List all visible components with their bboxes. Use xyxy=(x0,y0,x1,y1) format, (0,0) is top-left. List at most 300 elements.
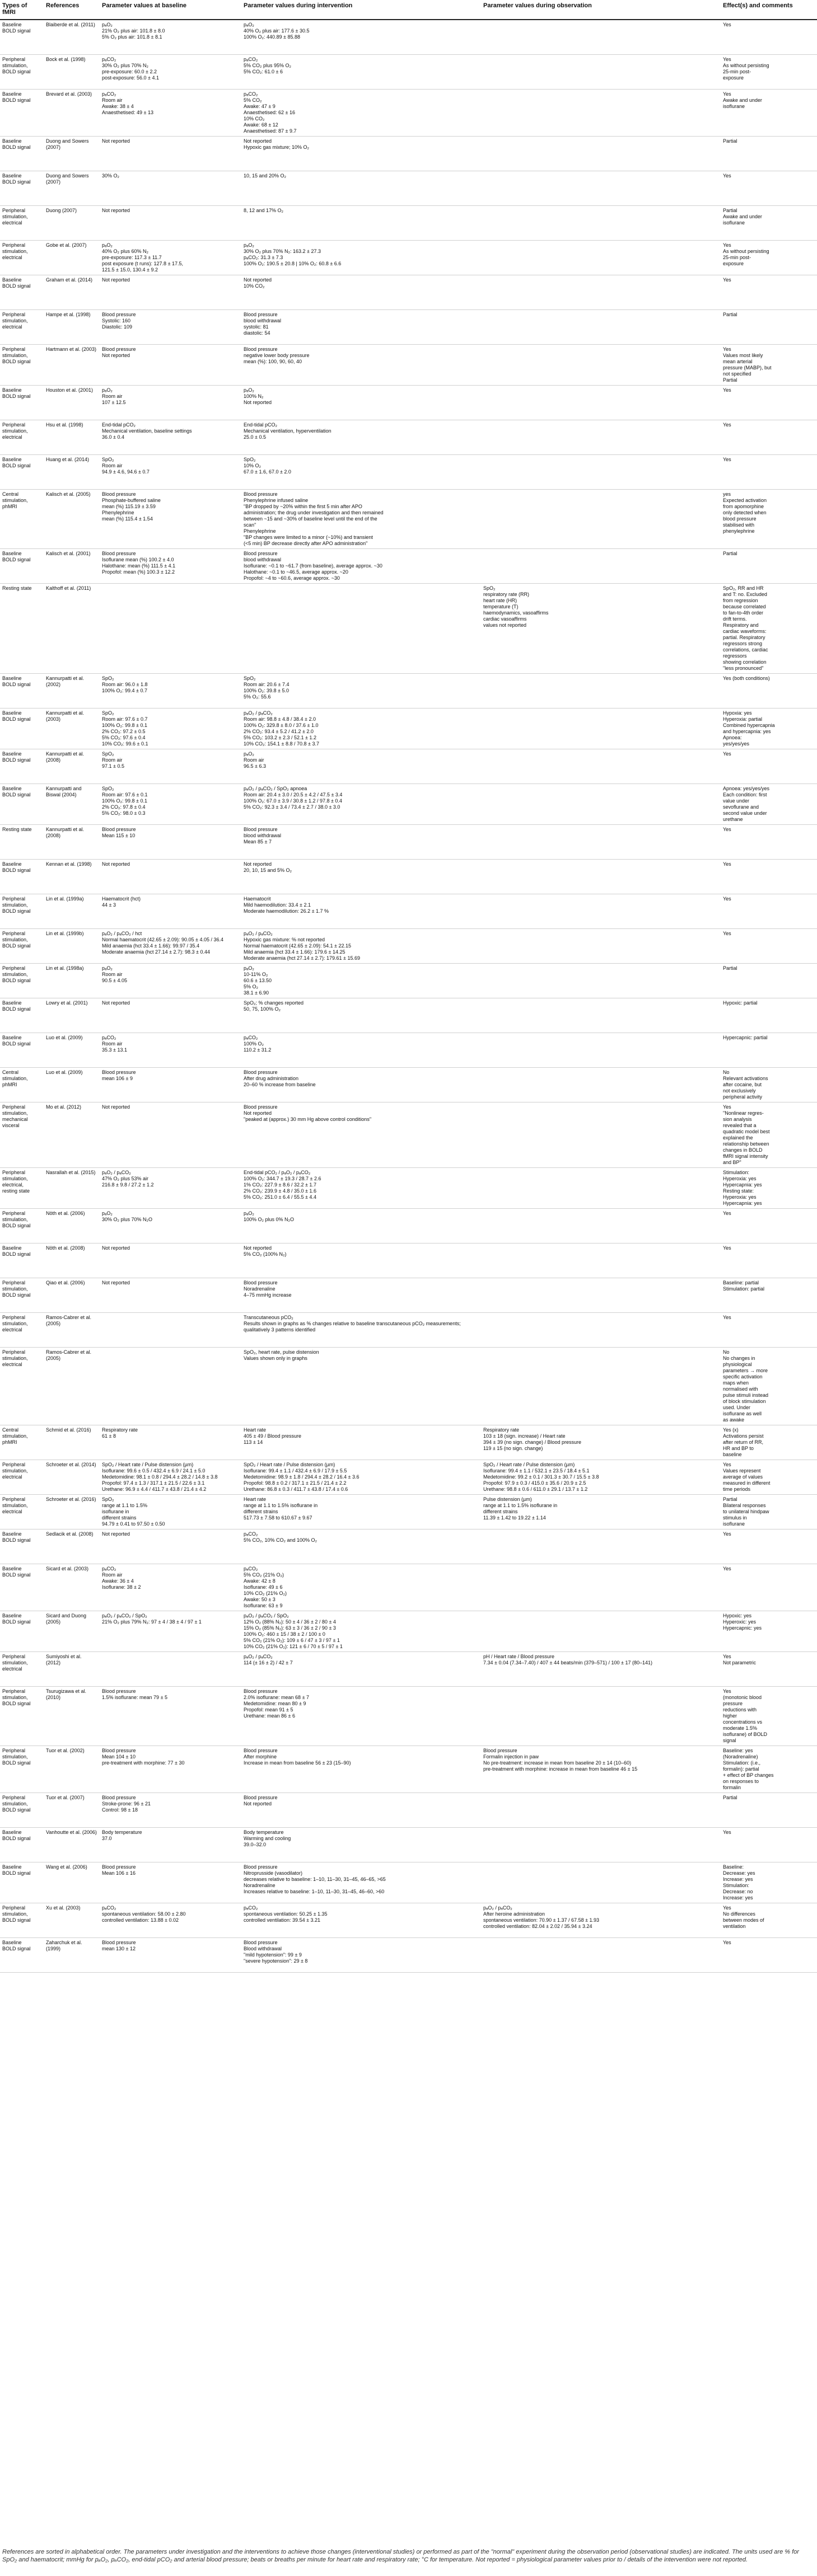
cell-type: Peripheral stimulation, electrical xyxy=(0,1651,44,1686)
cell-intervention: pₐO₂ 40% O₂ plus air: 177.6 ± 30.5 100% O₂: 440.89 ± 85.88 xyxy=(241,20,481,54)
cell-reference: Schmid et al. (2016) xyxy=(44,1425,100,1460)
cell-reference: Ramos-Cabrer et al. (2005) xyxy=(44,1312,100,1347)
cell-reference: Wang et al. (2006) xyxy=(44,1862,100,1903)
cell-baseline: Blood pressure Mean 115 ± 10 xyxy=(100,824,241,859)
cell-intervention: Blood pressure negative lower body pressure mean (%): 100, 90, 60, 40 xyxy=(241,344,481,385)
cell-observation xyxy=(481,454,721,489)
cell-intervention: Not reported Hypoxic gas mixture; 10% O₂ xyxy=(241,136,481,171)
cell-intervention: pₐO₂ 30% O₂ plus 70% N₂: 163.2 ± 27.3 pₐCO₂: 31.3 ± 7.3 100% O₂: 190.5 ± 20.8 | 10% O₂: 60.8 ± 6.6 xyxy=(241,240,481,275)
cell-effect: Partial xyxy=(721,548,817,583)
cell-reference: Brevard et al. (2003) xyxy=(44,89,100,136)
cell-effect: Hypoxic: yes Hyperoxic: yes Hypercapnic: yes xyxy=(721,1611,817,1651)
table-row xyxy=(0,171,817,205)
cell-baseline: pₐO₂ / pₐCO₂ 47% O₂ plus 53% air 216.8 ± 9.8 / 27.2 ± 1.2 xyxy=(100,1167,241,1208)
cell-type: Baseline BOLD signal xyxy=(0,454,44,489)
cell-observation xyxy=(481,54,721,89)
cell-baseline: Not reported xyxy=(100,998,241,1033)
cell-type: Peripheral stimulation, BOLD signal xyxy=(0,1208,44,1243)
cell-type: Peripheral stimulation, electrical xyxy=(0,1347,44,1425)
cell-observation xyxy=(481,275,721,309)
cell-reference: Kannurpatti et al. (2008) xyxy=(44,749,100,783)
cell-baseline: Body temperature 37.0 xyxy=(100,1827,241,1862)
cell-baseline: pₐCO₂ spontaneous ventilation: 58.00 ± 2.80 controlled ventilation: 13.88 ± 0.02 xyxy=(100,1903,241,1937)
table-row xyxy=(0,824,817,859)
cell-effect: Yes xyxy=(721,928,817,963)
cell-reference: Mo et al. (2012) xyxy=(44,1102,100,1167)
cell-reference: Kannurpatti et al. (2008) xyxy=(44,824,100,859)
cell-type: Baseline BOLD signal xyxy=(0,749,44,783)
cell-type: Baseline BOLD signal xyxy=(0,1827,44,1862)
cell-observation xyxy=(481,708,721,749)
cell-reference: Kennan et al. (1998) xyxy=(44,859,100,894)
cell-intervention: Blood pressure blood withdrawal systolic: 81 diastolic: 54 xyxy=(241,309,481,344)
cell-type: Resting state xyxy=(0,583,44,673)
cell-effect: Yes xyxy=(721,1208,817,1243)
cell-observation xyxy=(481,240,721,275)
cell-baseline: Not reported xyxy=(100,1278,241,1312)
cell-baseline: pₐO₂ 30% O₂ plus 70% N₂O xyxy=(100,1208,241,1243)
table-row xyxy=(0,1278,817,1312)
table-row xyxy=(0,309,817,344)
cell-reference: Sedlacik et al. (2008) xyxy=(44,1529,100,1564)
cell-effect: Yes xyxy=(721,1564,817,1611)
cell-reference: Lin et al. (1999b) xyxy=(44,928,100,963)
cell-reference: Ramos-Cabrer et al. (2005) xyxy=(44,1347,100,1425)
cell-observation: pₐO₂ / pₐCO₂ After heroine administration spontaneous ventilation: 70.90 ± 1.37 / 67.58 ± 1.93 controlled ventilation: 82.04 ± 2.02 / 35.94 ± 3.24 xyxy=(481,1903,721,1937)
cell-type: Peripheral stimulation, electrical xyxy=(0,420,44,454)
cell-baseline: Blood pressure mean 106 ± 9 xyxy=(100,1067,241,1102)
cell-effect: Hypoxic: partial xyxy=(721,998,817,1033)
cell-type: Baseline BOLD signal xyxy=(0,708,44,749)
cell-type: Resting state xyxy=(0,824,44,859)
cell-intervention: pₐO₂ 100% O₂ plus 0% N₂O xyxy=(241,1208,481,1243)
cell-intervention: 8, 12 and 17% O₂ xyxy=(241,205,481,240)
cell-type: Baseline BOLD signal xyxy=(0,171,44,205)
cell-baseline: Blood pressure Not reported xyxy=(100,344,241,385)
cell-type: Baseline BOLD signal xyxy=(0,1564,44,1611)
cell-effect: Yes (both conditions) xyxy=(721,673,817,708)
header-baseline: Parameter values at baseline xyxy=(100,0,241,20)
cell-observation xyxy=(481,89,721,136)
table-row xyxy=(0,1529,817,1564)
cell-reference: Graham et al. (2014) xyxy=(44,275,100,309)
table-row xyxy=(0,1793,817,1827)
table-row xyxy=(0,1460,817,1494)
cell-reference: Sicard and Duong (2005) xyxy=(44,1611,100,1651)
cell-intervention: End-tidal pCO₂ Mechanical ventilation, hyperventilation 25.0 ± 0.5 xyxy=(241,420,481,454)
cell-reference: Nasrallah et al. (2015) xyxy=(44,1167,100,1208)
cell-type: Baseline BOLD signal xyxy=(0,20,44,54)
cell-baseline: SpO₂ Room air 97.1 ± 0.5 xyxy=(100,749,241,783)
cell-observation xyxy=(481,1067,721,1102)
cell-type: Peripheral stimulation, electrical xyxy=(0,205,44,240)
cell-observation xyxy=(481,1033,721,1067)
cell-observation xyxy=(481,489,721,548)
cell-observation xyxy=(481,1167,721,1208)
cell-intervention: SpO₂; % changes reported 50, 75, 100% O₂ xyxy=(241,998,481,1033)
cell-baseline: Not reported xyxy=(100,1529,241,1564)
table-row xyxy=(0,420,817,454)
cell-observation xyxy=(481,963,721,998)
header-type: Types of fMRI xyxy=(0,0,44,20)
cell-observation: pH / Heart rate / Blood pressure 7.34 ± 0.04 (7.34–7.40) / 407 ± 44 beats/min (379–571) / 100 ± 17 (80–141) xyxy=(481,1651,721,1686)
cell-baseline: Blood pressure Isoflurane mean (%) 100.2 ± 4.0 Halothane: mean (%) 111.5 ± 4.1 Propofol: mean (%) 100.3 ± 12.2 xyxy=(100,548,241,583)
cell-type: Peripheral stimulation, electrical, resting state xyxy=(0,1167,44,1208)
table-row xyxy=(0,385,817,420)
cell-observation xyxy=(481,894,721,928)
cell-type: Baseline BOLD signal xyxy=(0,385,44,420)
header-observation: Parameter values during observation xyxy=(481,0,721,20)
cell-effect: No No changes in physiological parameters → more specific activation maps when normalised with pulse stimuli instead of block stimulation used. Under isoflurane as well as awake xyxy=(721,1347,817,1425)
header-effects: Effect(s) and comments xyxy=(721,0,817,20)
cell-intervention: Not reported 20, 10, 15 and 5% O₂ xyxy=(241,859,481,894)
table-row xyxy=(0,1651,817,1686)
cell-intervention: pₐO₂ / pₐCO₂ / SpO₂ 12% O₂ (88% N₂): 50 ± 4 / 36 ± 2 / 80 ± 4 15% O₂ (85% N₂): 63 ± 3 / 36 ± 2 / 90 ± 3 100% O₂: 460 ± 15 / 38 ± 2 / 100 ± 0 5% CO₂ (21% O₂): 109 ± 6 / 47 ± 3 / 97 ± 1 10% CO₂ (21% O₂): 121 ± 6 / 70 ± 5 / 97 ± 1 xyxy=(241,1611,481,1651)
table-row xyxy=(0,1862,817,1903)
table-row xyxy=(0,548,817,583)
cell-reference: Gobe et al. (2007) xyxy=(44,240,100,275)
cell-reference: Lin et al. (1999a) xyxy=(44,894,100,928)
cell-effect: Partial xyxy=(721,136,817,171)
cell-observation xyxy=(481,136,721,171)
cell-reference: Lin et al. (1998a) xyxy=(44,963,100,998)
table-row xyxy=(0,1425,817,1460)
table-row xyxy=(0,344,817,385)
cell-observation xyxy=(481,824,721,859)
cell-effect: Yes Values most likely mean arterial pressure (MABP), but not specified Partial xyxy=(721,344,817,385)
cell-effect: Yes As without persisting 25-min post- exposure xyxy=(721,240,817,275)
cell-baseline: pₐCO₂ 30% O₂ plus 70% N₂ pre-exposure: 60.0 ± 2.2 post-exposure: 56.0 ± 4.1 xyxy=(100,54,241,89)
cell-intervention: Blood pressure Nitroprusside (vasodilator) decreases relative to baseline: 1–10, 11–30, 31–45, 46–65, >65 Noradrenaline Increases relative to baseline: 1–10, 11–30, 31–45, 46–60, >60 xyxy=(241,1862,481,1903)
cell-reference: Lowry et al. (2001) xyxy=(44,998,100,1033)
header-intervention: Parameter values during intervention xyxy=(241,0,481,20)
cell-type: Peripheral stimulation, BOLD signal xyxy=(0,928,44,963)
cell-intervention: Heart rate 405 ± 49 / Blood pressure 113 ± 14 xyxy=(241,1425,481,1460)
cell-observation xyxy=(481,1686,721,1746)
cell-reference: Nöth et al. (2008) xyxy=(44,1243,100,1278)
table-row xyxy=(0,240,817,275)
table-body xyxy=(0,20,817,1972)
table-row xyxy=(0,673,817,708)
cell-baseline: Not reported xyxy=(100,275,241,309)
cell-reference: Vanhoutte et al. (2006) xyxy=(44,1827,100,1862)
table-row xyxy=(0,1746,817,1793)
cell-intervention: Haematocrit Mild haemodilution: 33.4 ± 2.1 Moderate haemodilution: 26.2 ± 1.7 % xyxy=(241,894,481,928)
cell-intervention: pₐCO₂ 5% CO₂ plus 95% O₂ 5% CO₂: 61.0 ± 6 xyxy=(241,54,481,89)
cell-reference: Houston et al. (2001) xyxy=(44,385,100,420)
cell-baseline: pₐO₂ 40% O₂ plus 60% N₂ pre-exposure: 117.3 ± 11.7 post exposure (t runs): 127.8 ± 17.5, 121.5 ± 15.0, 130.4 ± 9.2 xyxy=(100,240,241,275)
cell-baseline: pₐO₂ Room air 107 ± 12.5 xyxy=(100,385,241,420)
cell-effect: Yes xyxy=(721,824,817,859)
cell-reference: Sumiyoshi et al. (2012) xyxy=(44,1651,100,1686)
cell-effect: Yes xyxy=(721,1827,817,1862)
cell-type: Central stimulation, phMRI xyxy=(0,1425,44,1460)
cell-type: Peripheral stimulation, BOLD signal xyxy=(0,54,44,89)
cell-type: Peripheral stimulation, electrical xyxy=(0,240,44,275)
cell-reference: Xu et al. (2003) xyxy=(44,1903,100,1937)
cell-effect: Partial xyxy=(721,963,817,998)
cell-baseline: Blood pressure Phosphate-buffered saline mean (%) 115.19 ± 3.59 Phenylephrine mean (%) 115.4 ± 1.54 xyxy=(100,489,241,548)
table-row xyxy=(0,89,817,136)
cell-observation xyxy=(481,859,721,894)
cell-observation xyxy=(481,1862,721,1903)
cell-intervention: 10, 15 and 20% O₂ xyxy=(241,171,481,205)
cell-observation: Pulse distension (µm) range at 1.1 to 1.5% isoflurane in different strains 11.39 ± 1.42 to 19.22 ± 1.14 xyxy=(481,1494,721,1529)
table-row xyxy=(0,1033,817,1067)
header-row xyxy=(0,0,817,20)
cell-baseline: Not reported xyxy=(100,1243,241,1278)
cell-type: Peripheral stimulation, mechanical visceral xyxy=(0,1102,44,1167)
cell-effect: Partial Bilateral responses to unilateral hindpaw stimulus in isoflurane xyxy=(721,1494,817,1529)
cell-type: Baseline BOLD signal xyxy=(0,1862,44,1903)
cell-baseline: 30% O₂ xyxy=(100,171,241,205)
cell-effect: Baseline: yes (Noradrenaline) Stimulation: (i.e., formalin): partial + effect of BP changes on responses to formalin xyxy=(721,1746,817,1793)
cell-intervention: pₐO₂ 10-11% O₂ 60.6 ± 13.50 5% O₂ 38.1 ± 6.90 xyxy=(241,963,481,998)
cell-baseline: pₐCO₂ Room air 35.3 ± 13.1 xyxy=(100,1033,241,1067)
cell-baseline: Respiratory rate 61 ± 8 xyxy=(100,1425,241,1460)
cell-intervention: pₐCO₂ spontaneous ventilation: 50.25 ± 1.35 controlled ventilation: 39.54 ± 3.21 xyxy=(241,1903,481,1937)
cell-type: Peripheral stimulation, electrical xyxy=(0,1494,44,1529)
cell-observation xyxy=(481,1793,721,1827)
table-row xyxy=(0,1564,817,1611)
cell-baseline: pₐCO₂ Room air Awake: 38 ± 4 Anaesthetised: 49 ± 13 xyxy=(100,89,241,136)
table-row xyxy=(0,1494,817,1529)
cell-observation: Blood pressure Formalin injection in paw No pre-treatment: increase in mean from baseline 20 ± 14 (10–60) pre-treatment with morphine: increase in mean from baseline 46 ± 15 xyxy=(481,1746,721,1793)
cell-reference: Huang et al. (2014) xyxy=(44,454,100,489)
cell-effect: Yes xyxy=(721,894,817,928)
cell-type: Peripheral stimulation, BOLD signal xyxy=(0,894,44,928)
cell-intervention: pₐO₂ / pₐCO₂ 114 (± 16 ± 2) / 42 ± 7 xyxy=(241,1651,481,1686)
table-row xyxy=(0,928,817,963)
cell-intervention: Blood pressure After drug administration 20–60 % increase from baseline xyxy=(241,1067,481,1102)
cell-intervention: Blood pressure Not reported "peaked at (approx.) 30 mm Hg above control conditions" xyxy=(241,1102,481,1167)
cell-effect: Partial xyxy=(721,1793,817,1827)
cell-type: Baseline BOLD signal xyxy=(0,136,44,171)
cell-type: Baseline BOLD signal xyxy=(0,1937,44,1972)
cell-baseline xyxy=(100,1312,241,1347)
cell-observation xyxy=(481,420,721,454)
table-footnote: References are sorted in alphabetical order. The parameters under investigation and the interventions to achieve those changes (interventional studies) or performed as part of the "normal" experiment during the observation period (observational studies) are indicated. The units used are % for SpO₂ and haematocrit; mmHg for pₐO₂, pₐCO₂, end-tidal pCO₂ and arterial blood pressure; beats or breaths per minute for heart rate and respiratory rate; °C for temperature. Not reported = physiological parameter values prior to / details of the intervention were not reported. xyxy=(2,2549,799,2563)
cell-reference: Bock et al. (1998) xyxy=(44,54,100,89)
cell-type: Peripheral stimulation, BOLD signal xyxy=(0,344,44,385)
cell-observation xyxy=(481,1208,721,1243)
cell-type: Baseline BOLD signal xyxy=(0,998,44,1033)
cell-baseline: Blood pressure Mean 104 ± 10 pre-treatment with morphine: 77 ± 30 xyxy=(100,1746,241,1793)
cell-effect: Yes (monotonic blood pressure reductions with higher concentrations vs moderate 1.5% isoflurane) of BOLD signal xyxy=(721,1686,817,1746)
cell-baseline: SpO₂ Room air 94.9 ± 4.6, 94.6 ± 0.7 xyxy=(100,454,241,489)
cell-intervention: pₐO₂ / pₐCO₂ Room air: 98.8 ± 4.8 / 38.4 ± 2.0 100% O₂: 329.8 ± 8.0 / 37.6 ± 1.0 2% CO₂: 93.4 ± 5.2 / 41.2 ± 2.0 5% CO₂: 103.2 ± 2.3 / 52.1 ± 1.2 10% CO₂: 154.1 ± 8.8 / 70.8 ± 3.7 xyxy=(241,708,481,749)
cell-effect: Yes xyxy=(721,859,817,894)
cell-type: Peripheral stimulation, electrical xyxy=(0,309,44,344)
cell-effect: Yes xyxy=(721,385,817,420)
table-row xyxy=(0,1347,817,1425)
table-row xyxy=(0,1903,817,1937)
cell-reference: Kannurpatti and Biswal (2004) xyxy=(44,783,100,824)
cell-baseline: Blood pressure Mean 106 ± 16 xyxy=(100,1862,241,1903)
cell-intervention: Blood pressure 2.0% isoflurane: mean 68 ± 7 Medetomidine: mean 80 ± 9 Propofol: mean 91 ± 5 Urethane: mean 86 ± 6 xyxy=(241,1686,481,1746)
table-row xyxy=(0,1208,817,1243)
cell-effect: Yes xyxy=(721,20,817,54)
cell-type: Baseline BOLD signal xyxy=(0,1611,44,1651)
cell-effect: Yes Values represent average of values measured in different time periods xyxy=(721,1460,817,1494)
cell-baseline: pₐO₂ 21% O₂ plus air: 101.8 ± 8.0 5% O₂ plus air: 101.8 ± 8.1 xyxy=(100,20,241,54)
cell-baseline: pₐCO₂ Room air Awake: 36 ± 4 Isoflurane: 38 ± 2 xyxy=(100,1564,241,1611)
cell-observation xyxy=(481,998,721,1033)
cell-effect: No Relevant activations after cocaine, but not exclusively peripheral activity xyxy=(721,1067,817,1102)
cell-intervention: pₐO₂ 100% N₂ Not reported xyxy=(241,385,481,420)
table-row xyxy=(0,998,817,1033)
cell-effect: Apnoea: yes/yes/yes Each condition: first value under sevoflurane and second value under urethane xyxy=(721,783,817,824)
cell-effect: Yes xyxy=(721,1529,817,1564)
header-references: References xyxy=(44,0,100,20)
cell-effect: Hypercapnic: partial xyxy=(721,1033,817,1067)
cell-intervention: Blood pressure Not reported xyxy=(241,1793,481,1827)
cell-observation xyxy=(481,749,721,783)
cell-observation xyxy=(481,1611,721,1651)
cell-intervention: Blood pressure After morphine Increase in mean from baseline 56 ± 23 (15–90) xyxy=(241,1746,481,1793)
cell-intervention: Body temperature Warming and cooling 39.0–32.0 xyxy=(241,1827,481,1862)
cell-type: Peripheral stimulation, electrical xyxy=(0,1460,44,1494)
cell-reference: Hampe et al. (1998) xyxy=(44,309,100,344)
cell-observation xyxy=(481,928,721,963)
cell-effect: Baseline: partial Stimulation: partial xyxy=(721,1278,817,1312)
cell-type: Baseline BOLD signal xyxy=(0,548,44,583)
cell-intervention: Blood pressure Blood withdrawal "mild hypotension": 99 ± 9 "severe hypotension": 29 ± 8 xyxy=(241,1937,481,1972)
cell-effect: Yes xyxy=(721,171,817,205)
cell-type: Peripheral stimulation, BOLD signal xyxy=(0,1278,44,1312)
cell-baseline: Not reported xyxy=(100,136,241,171)
cell-observation: SpO₂ respiratory rate (RR) heart rate (HR) temperature (T) haemodynamics, vasoaffirms cardiac vasoaffirms values not reported xyxy=(481,583,721,673)
cell-observation xyxy=(481,548,721,583)
cell-reference: Sicard et al. (2003) xyxy=(44,1564,100,1611)
cell-intervention: SpO₂ Room air: 20.6 ± 7.4 100% O₂: 39.8 ± 5.0 5% O₂: 55.6 xyxy=(241,673,481,708)
cell-reference: Schroeter et al. (2016) xyxy=(44,1494,100,1529)
cell-reference: Nöth et al. (2006) xyxy=(44,1208,100,1243)
cell-baseline: Not reported xyxy=(100,205,241,240)
cell-intervention: Blood pressure Noradrenaline 4–75 mmHg increase xyxy=(241,1278,481,1312)
cell-effect: Yes xyxy=(721,1937,817,1972)
cell-effect: Yes xyxy=(721,275,817,309)
table-row xyxy=(0,1243,817,1278)
cell-intervention: Heart rate range at 1.1 to 1.5% isoflurane in different strains 517.73 ± 7.58 to 610.67 ± 9.67 xyxy=(241,1494,481,1529)
cell-baseline: End-tidal pCO₂ Mechanical ventilation, baseline settings 36.0 ± 0.4 xyxy=(100,420,241,454)
cell-effect: Yes xyxy=(721,420,817,454)
cell-type: Baseline BOLD signal xyxy=(0,673,44,708)
table-row xyxy=(0,583,817,673)
cell-reference: Kalisch et al. (2001) xyxy=(44,548,100,583)
cell-effect: SpO₂, RR and HR and T: no. Excluded from regression because correlated to fan-to-4th order drift terms. Respiratory and cardiac waveforms: partial. Respiratory regressors strong correlations, cardiac regressors showing correlation "less pronounced" xyxy=(721,583,817,673)
table-row xyxy=(0,489,817,548)
cell-observation xyxy=(481,1937,721,1972)
cell-type: Peripheral stimulation, BOLD signal xyxy=(0,1686,44,1746)
cell-intervention: Transcutaneous pCO₂ Results shown in graphs as % changes relative to baseline transcutaneous pCO₂ measurements; qualitatively 3 patterns identified xyxy=(241,1312,481,1347)
cell-reference: Duong (2007) xyxy=(44,205,100,240)
cell-type: Baseline BOLD signal xyxy=(0,1033,44,1067)
cell-reference: Hsu et al. (1998) xyxy=(44,420,100,454)
cell-reference: Schroeter et al. (2014) xyxy=(44,1460,100,1494)
cell-intervention: pₐO₂ / pₐCO₂ Hypoxic gas mixture: % not reported Normal haematocrit (42.65 ± 2.09): 54.1 ± 22.15 Mild anaemia (hct 33.4 ± 1.66): 179.6 ± 14.25 Moderate anaemia (hct 27.14 ± 2.7): 179.61 ± 15.69 xyxy=(241,928,481,963)
cell-intervention: Blood pressure blood withdrawal Mean 85 ± 7 xyxy=(241,824,481,859)
cell-intervention: pₐCO₂ 5% CO₂ Awake: 47 ± 9 Anaesthetised: 62 ± 16 10% CO₂ Awake: 68 ± 12 Anaesthetised: 87 ± 9.7 xyxy=(241,89,481,136)
table-row xyxy=(0,205,817,240)
cell-intervention: pₐO₂ / pₐCO₂ / SpO₂ apnoea Room air: 20.4 ± 3.0 / 20.5 ± 4.2 / 47.5 ± 3.4 100% O₂: 67.0 ± 3.9 / 30.8 ± 1.2 / 97.8 ± 0.4 5% CO₂: 92.3 ± 3.4 / 73.4 ± 2.7 / 38.0 ± 3.0 xyxy=(241,783,481,824)
cell-type: Baseline BOLD signal xyxy=(0,89,44,136)
cell-reference: Kalthoff et al. (2011) xyxy=(44,583,100,673)
cell-effect: Yes xyxy=(721,1312,817,1347)
cell-observation: SpO₂ / Heart rate / Pulse distension (µm) Isoflurane: 99.4 ± 1.1 / 532.1 ± 23.5 / 18.4 ± 5.1 Medetomidine: 99.2 ± 0.1 / 301.3 ± 30.7 / 15.5 ± 3.8 Propofol: 97.9 ± 0.3 / 415.0 ± 35.6 / 20.9 ± 2.5 Urethane: 98.8 ± 0.6 / 611.0 ± 29.1 / 13.7 ± 1.2 xyxy=(481,1460,721,1494)
cell-baseline: Not reported xyxy=(100,859,241,894)
table-row xyxy=(0,275,817,309)
cell-baseline: Blood pressure Stroke-prone: 96 ± 21 Control: 98 ± 18 xyxy=(100,1793,241,1827)
table-row xyxy=(0,20,817,54)
table-row xyxy=(0,894,817,928)
cell-effect: yes Expected activation from apomorphine only detected when blood pressure stabilised with phenylephrine xyxy=(721,489,817,548)
cell-type: Baseline BOLD signal xyxy=(0,859,44,894)
table-row xyxy=(0,1067,817,1102)
cell-observation xyxy=(481,1564,721,1611)
cell-reference: Kalisch et al. (2005) xyxy=(44,489,100,548)
cell-baseline: SpO₂ Room air: 97.6 ± 0.7 100% O₂: 99.8 ± 0.1 2% CO₂: 97.2 ± 0.5 5% CO₂: 97.6 ± 0.4 10% CO₂: 99.6 ± 0.1 xyxy=(100,708,241,749)
table-row xyxy=(0,1167,817,1208)
cell-observation xyxy=(481,344,721,385)
cell-type: Central stimulation, phMRI xyxy=(0,1067,44,1102)
cell-observation xyxy=(481,309,721,344)
cell-baseline: pₐO₂ / pₐCO₂ / SpO₂ 21% O₂ plus 79% N₂: 97 ± 4 / 38 ± 4 / 97 ± 1 xyxy=(100,1611,241,1651)
cell-observation xyxy=(481,20,721,54)
cell-baseline xyxy=(100,1347,241,1425)
cell-reference: Tsurugizawa et al. (2010) xyxy=(44,1686,100,1746)
cell-reference: Zaharchuk et al. (1999) xyxy=(44,1937,100,1972)
table-row xyxy=(0,1611,817,1651)
cell-effect: Yes (x) Activations persist after return of RR, HR and BP to baseline xyxy=(721,1425,817,1460)
cell-baseline: SpO₂ Room air: 96.0 ± 1.8 100% O₂: 99.4 ± 0.7 xyxy=(100,673,241,708)
cell-reference: Luo et al. (2009) xyxy=(44,1033,100,1067)
cell-intervention: Blood pressure Phenylephrine infused saline "BP dropped by ~20% within the first 5 min after APO administration; the drug under investigation and then remained between ~15 and ~30% of baseline level until the end of the scan" Phenylephrine "BP changes were limited to a minor (~10%) and transient (<5 min) BP decrease directly after APO administration" xyxy=(241,489,481,548)
cell-intervention: Not reported 10% CO₂ xyxy=(241,275,481,309)
cell-intervention: SpO₂, heart rate, pulse distension Values shown only in graphs xyxy=(241,1347,481,1425)
cell-observation xyxy=(481,1243,721,1278)
cell-observation xyxy=(481,1347,721,1425)
cell-reference: Kannurpatti et al. (2002) xyxy=(44,673,100,708)
cell-observation xyxy=(481,1312,721,1347)
cell-type: Peripheral stimulation, BOLD signal xyxy=(0,1746,44,1793)
table-row xyxy=(0,708,817,749)
table-row xyxy=(0,1312,817,1347)
cell-type: Peripheral stimulation, electrical xyxy=(0,1312,44,1347)
cell-reference: Blaiberde et al. (2011) xyxy=(44,20,100,54)
cell-intervention: Blood pressure blood withdrawal Isoflurane: ~0.1 to ~61.7 (from baseline), average approx. ~30 Halothane: ~0.1 to ~46.5, average approx. ~20 Propofol: ~4 to ~60.6, average approx. ~30 xyxy=(241,548,481,583)
cell-reference: Duong and Sowers (2007) xyxy=(44,136,100,171)
table-row xyxy=(0,1937,817,1972)
cell-reference: Qiao et al. (2006) xyxy=(44,1278,100,1312)
cell-reference: Luo et al. (2009) xyxy=(44,1067,100,1102)
cell-effect: Yes No differences between modes of ventilation xyxy=(721,1903,817,1937)
cell-effect: Baseline: Decrease: yes Increase: yes Stimulation: Decrease: no Increase: yes xyxy=(721,1862,817,1903)
cell-type: Peripheral stimulation, BOLD signal xyxy=(0,1793,44,1827)
cell-observation xyxy=(481,1102,721,1167)
cell-type: Baseline BOLD signal xyxy=(0,1529,44,1564)
cell-baseline: pₐO₂ Room air 90.5 ± 4.05 xyxy=(100,963,241,998)
cell-intervention xyxy=(241,583,481,673)
cell-intervention: SpO₂ 10% O₂ 67.0 ± 1.6, 67.0 ± 2.0 xyxy=(241,454,481,489)
cell-effect: Yes As without persisting 25-min post- exposure xyxy=(721,54,817,89)
cell-effect: Partial xyxy=(721,309,817,344)
cell-baseline xyxy=(100,583,241,673)
table-row xyxy=(0,1827,817,1862)
table-row xyxy=(0,1686,817,1746)
cell-observation xyxy=(481,1278,721,1312)
cell-type: Baseline BOLD signal xyxy=(0,1243,44,1278)
